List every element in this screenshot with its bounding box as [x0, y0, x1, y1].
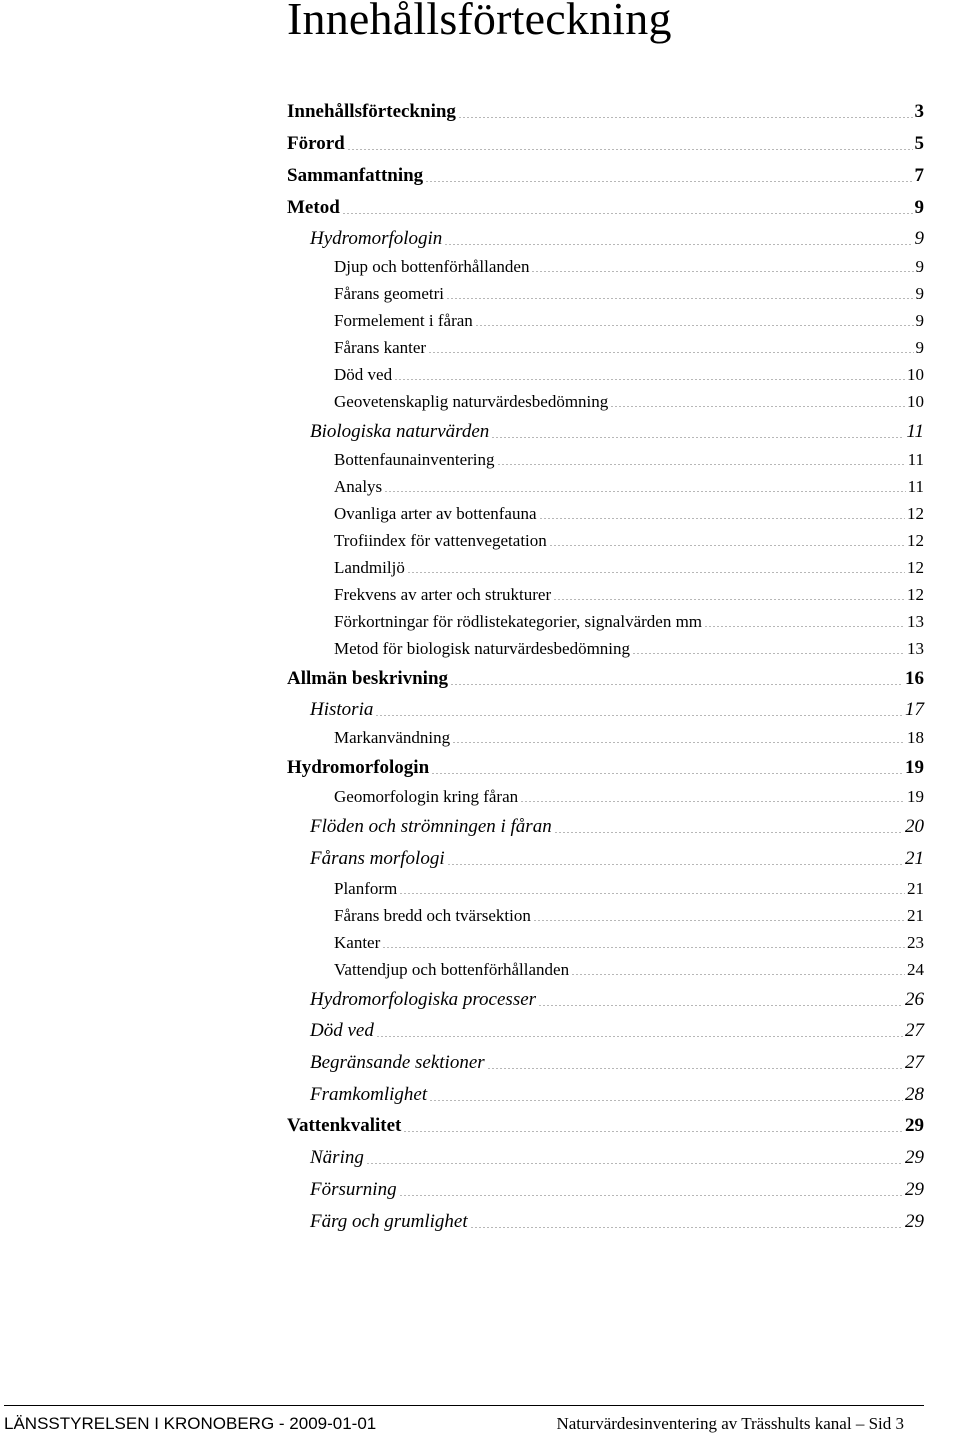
toc-entry-page: 12	[907, 531, 924, 550]
dot-leader	[394, 379, 905, 380]
toc-entry-label: Fårans kanter	[334, 338, 427, 357]
toc-entry[interactable]	[0, 415, 960, 443]
toc-entry[interactable]	[0, 357, 960, 385]
dot-leader	[452, 742, 905, 743]
dot-leader	[632, 653, 905, 654]
dot-leader	[704, 626, 905, 627]
toc-entry[interactable]	[0, 1109, 960, 1137]
dot-leader	[538, 1005, 903, 1006]
toc-entry[interactable]	[0, 303, 960, 331]
dot-leader	[382, 947, 905, 948]
toc-entry-page: 24	[907, 960, 924, 979]
toc-entry-page: 10	[907, 365, 924, 384]
footer-right-text: Naturvärdesinventering av Trässhults kanal – Sid 3	[556, 1414, 904, 1433]
toc-entry-page: 10	[907, 392, 924, 411]
toc-entry[interactable]	[0, 898, 960, 926]
toc-entry[interactable]	[0, 127, 960, 155]
toc-entry-label: Biologiska naturvärden	[310, 421, 490, 442]
toc-entry-page: 17	[905, 699, 924, 720]
toc-entry[interactable]	[0, 577, 960, 605]
toc-entry-page: 3	[914, 101, 924, 122]
toc-entry[interactable]	[0, 925, 960, 953]
dot-leader	[347, 149, 913, 150]
toc-entry-label: Begränsande sektioner	[310, 1052, 485, 1073]
dot-leader	[539, 518, 906, 519]
dot-leader	[429, 1100, 903, 1101]
dot-leader	[375, 715, 903, 716]
dot-leader	[450, 684, 903, 685]
toc-entry[interactable]	[0, 1046, 960, 1074]
dot-leader	[428, 352, 913, 353]
toc-entry-label: Färg och grumlighet	[310, 1211, 468, 1232]
toc-entry-label: Trofiindex för vattenvegetation	[334, 531, 547, 550]
toc-entry-page: 29	[905, 1179, 924, 1200]
toc-entry[interactable]	[0, 159, 960, 187]
toc-entry[interactable]	[0, 249, 960, 277]
dot-leader	[533, 920, 905, 921]
toc-entry-page: 9	[915, 257, 924, 276]
dot-leader	[407, 572, 905, 573]
toc-entry-page: 21	[907, 906, 924, 925]
toc-entry[interactable]	[0, 810, 960, 838]
toc-entry-label: Fårans geometri	[334, 284, 444, 303]
dot-leader	[376, 1036, 903, 1037]
toc-entry-page: 27	[905, 1052, 924, 1073]
toc-entry-page: 9	[915, 338, 924, 357]
dot-leader	[475, 325, 914, 326]
toc-entry-page: 19	[907, 787, 924, 806]
toc-entry[interactable]	[0, 952, 960, 980]
dot-leader	[549, 545, 905, 546]
dot-leader	[497, 464, 906, 465]
toc-entry-label: Landmiljö	[334, 558, 405, 577]
toc-entry[interactable]	[0, 720, 960, 748]
toc-entry-label: Vattendjup och bottenförhållanden	[334, 960, 570, 979]
toc-entry-page: 23	[907, 933, 924, 952]
toc-entry-label: Geomorfologin kring fåran	[334, 787, 519, 806]
dot-leader	[444, 244, 912, 245]
toc-entry-label: Vattenkvalitet	[287, 1115, 402, 1136]
toc-entry[interactable]	[0, 779, 960, 807]
toc-entry-page: 11	[907, 477, 924, 496]
toc-entry-label: Geovetenskaplig naturvärdesbedömning	[334, 392, 609, 411]
toc-entry-page: 21	[905, 848, 924, 869]
toc-entry-page: 11	[906, 421, 924, 442]
toc-entry[interactable]	[0, 1205, 960, 1233]
toc-entry-page: 28	[905, 1084, 924, 1105]
toc-entry-label: Bottenfaunainventering	[334, 450, 495, 469]
dot-leader	[425, 181, 912, 182]
toc-entry-label: Allmän beskrivning	[287, 668, 449, 689]
dot-leader	[487, 1068, 903, 1069]
toc-entry-page: 12	[907, 585, 924, 604]
toc-entry[interactable]	[0, 222, 960, 250]
toc-entry-label: Metod för biologisk naturvärdesbedömning	[334, 639, 631, 658]
toc-entry[interactable]	[0, 693, 960, 721]
dot-leader	[342, 213, 913, 214]
toc-entry[interactable]	[0, 550, 960, 578]
toc-entry-label: Hydromorfologiska processer	[310, 989, 537, 1010]
toc-entry-page: 11	[907, 450, 924, 469]
toc-entry-label: Sammanfattning	[287, 165, 424, 186]
dot-leader	[403, 1131, 903, 1132]
toc-entry-page: 9	[914, 197, 924, 218]
toc-entry-page: 5	[914, 133, 924, 154]
toc-entry-label: Djup och bottenförhållanden	[334, 257, 530, 276]
toc-entry-page: 7	[914, 165, 924, 186]
toc-entry-label: Död ved	[310, 1020, 374, 1041]
toc-entry-page: 19	[905, 757, 924, 778]
toc-entry-page: 18	[907, 728, 924, 747]
toc-entry-page: 27	[905, 1020, 924, 1041]
toc-entry-page: 9	[914, 228, 924, 249]
toc-entry-label: Frekvens av arter och strukturer	[334, 585, 552, 604]
toc-entry-label: Formelement i fåran	[334, 311, 473, 330]
dot-leader	[531, 271, 913, 272]
toc-entry[interactable]	[0, 442, 960, 470]
toc-entry[interactable]	[0, 842, 960, 870]
dot-leader	[610, 406, 905, 407]
toc-entry-page: 16	[905, 668, 924, 689]
toc-entry-label: Metod	[287, 197, 340, 218]
toc-entry-page: 13	[907, 612, 924, 631]
toc-entry[interactable]	[0, 191, 960, 219]
dot-leader	[553, 599, 905, 600]
toc-entry-label: Kanter	[334, 933, 381, 952]
toc-entry-page: 29	[905, 1211, 924, 1232]
dot-leader	[571, 974, 905, 975]
toc-entry[interactable]	[0, 469, 960, 497]
toc-entry[interactable]	[0, 1014, 960, 1042]
dot-leader	[384, 491, 905, 492]
dot-leader	[520, 801, 905, 802]
toc-entry-page: 20	[905, 816, 924, 837]
toc-entry-page: 13	[907, 639, 924, 658]
toc-entry-label: Analys	[334, 477, 383, 496]
dot-leader	[366, 1163, 903, 1164]
toc-entry-page: 29	[905, 1115, 924, 1136]
toc-entry[interactable]	[0, 662, 960, 690]
toc-entry[interactable]	[0, 523, 960, 551]
dot-leader	[431, 773, 903, 774]
dot-leader	[554, 832, 903, 833]
toc-entry-label: Fårans bredd och tvärsektion	[334, 906, 531, 925]
toc-entry-label: Död ved	[334, 365, 393, 384]
toc-entry-page: 12	[907, 558, 924, 577]
toc-entry[interactable]	[0, 384, 960, 412]
toc-entry[interactable]	[0, 751, 960, 779]
dot-leader	[458, 117, 913, 118]
toc-entry-label: Flöden och strömningen i fåran	[310, 816, 552, 837]
page-footer	[4, 1405, 924, 1433]
toc-entry[interactable]	[0, 1173, 960, 1201]
toc-entry-page: 21	[907, 879, 924, 898]
dot-leader	[446, 298, 914, 299]
toc-entry-page: 9	[915, 311, 924, 330]
toc-entry-page: 12	[907, 504, 924, 523]
toc-entry-label: Försurning	[310, 1179, 397, 1200]
toc-entry-label: Hydromorfologin	[310, 228, 443, 249]
dot-leader	[447, 864, 903, 865]
toc-entry[interactable]	[0, 983, 960, 1011]
toc-entry[interactable]	[0, 276, 960, 304]
toc-entry-label: Förkortningar för rödlistekategorier, signalvärden mm	[334, 612, 703, 631]
dot-leader	[491, 437, 904, 438]
dot-leader	[399, 893, 905, 894]
toc-entry-label: Fårans morfologi	[310, 848, 445, 869]
footer-left-text: LÄNSSTYRELSEN I KRONOBERG - 2009-01-01	[4, 1414, 377, 1433]
toc-entry[interactable]	[0, 330, 960, 358]
toc-entry[interactable]	[0, 871, 960, 899]
toc-entry-page: 26	[905, 989, 924, 1010]
page-title: Innehållsförteckning	[287, 0, 672, 44]
toc-entry-label: Innehållsförteckning	[287, 101, 456, 122]
toc-entry-label: Hydromorfologin	[287, 757, 430, 778]
toc-entry-label: Markanvändning	[334, 728, 451, 747]
toc-entry[interactable]	[0, 631, 960, 659]
toc-entry[interactable]	[0, 1141, 960, 1169]
toc-entry-label: Framkomlighet	[310, 1084, 428, 1105]
toc-entry[interactable]	[0, 496, 960, 524]
toc-entry-page: 29	[905, 1147, 924, 1168]
toc-entry[interactable]	[0, 1078, 960, 1106]
toc-entry-label: Planform	[334, 879, 398, 898]
dot-leader	[470, 1227, 903, 1228]
toc-entry[interactable]	[0, 604, 960, 632]
toc-entry-label: Historia	[310, 699, 374, 720]
toc-entry-label: Ovanliga arter av bottenfauna	[334, 504, 537, 523]
toc-entry[interactable]	[0, 95, 960, 123]
toc-entry-label: Näring	[310, 1147, 364, 1168]
toc-entry-page: 9	[915, 284, 924, 303]
toc-entry-label: Förord	[287, 133, 345, 154]
dot-leader	[399, 1195, 903, 1196]
